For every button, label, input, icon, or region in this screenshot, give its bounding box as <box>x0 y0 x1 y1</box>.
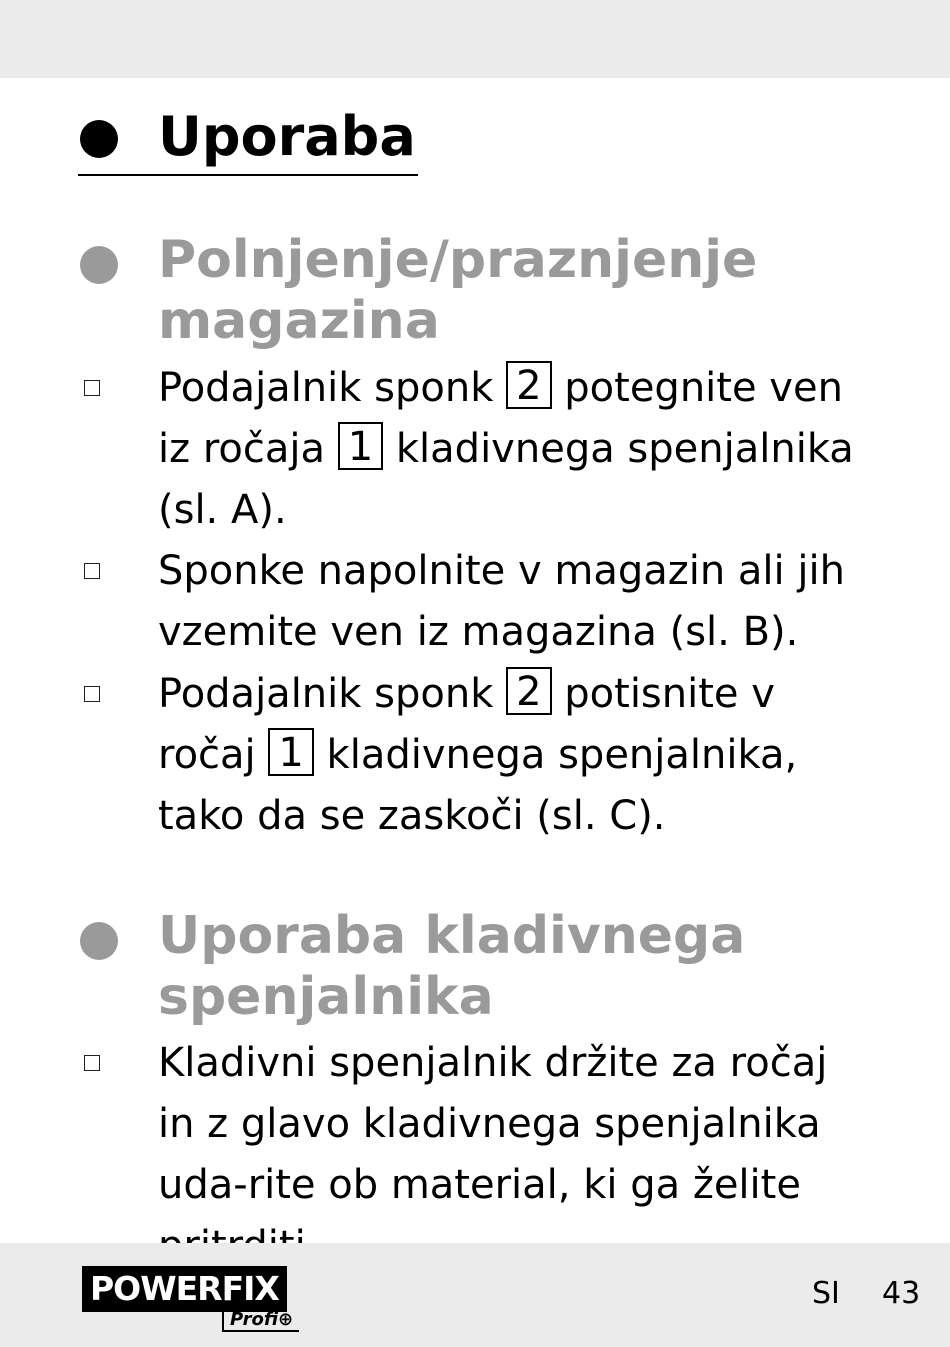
text-part: kladivnega spenjalnika, tako da se zaskoči (sl. C). <box>158 732 798 839</box>
text-part: potisnite v ročaj <box>158 671 775 778</box>
text-part: Podajalnik sponk <box>158 671 494 717</box>
logo-subbrand: Profi⊕ <box>222 1310 299 1332</box>
list-item-text <box>158 358 858 541</box>
checkbox-square-icon <box>84 563 100 579</box>
text-part: kladivnega spenjalnika (sl. A). <box>158 426 854 533</box>
header-band <box>0 0 950 78</box>
logo-wordmark: POWERFIX <box>82 1266 287 1312</box>
checkbox-square-icon <box>84 686 100 702</box>
part-ref-number: 1 <box>268 728 313 776</box>
list-item-text: Sponke napolnite v magazin ali jih vzemite ven iz magazina (sl. B). <box>158 548 845 655</box>
heading-underline <box>78 174 418 176</box>
part-ref-number: 2 <box>506 667 551 715</box>
checkbox-square-icon <box>84 1055 100 1071</box>
bullet-dot-icon <box>80 246 118 284</box>
part-ref-number: 2 <box>506 361 551 409</box>
bullet-dot-icon <box>80 120 118 158</box>
brand-logo <box>82 1266 294 1330</box>
section-title: Uporaba <box>158 105 416 168</box>
text-part: potegnite ven iz ročaja <box>158 365 843 472</box>
subsection-title: Uporaba kladivnega spenjalnika <box>158 906 746 1027</box>
page-number: 43 <box>882 1276 921 1311</box>
bullet-dot-icon <box>80 922 118 960</box>
checkbox-square-icon <box>84 380 100 396</box>
subsection-title: Polnjenje/praznjenje magazina <box>158 230 758 351</box>
part-ref-number: 1 <box>338 422 383 470</box>
text-part: Podajalnik sponk <box>158 365 494 411</box>
language-code: SI <box>812 1276 840 1311</box>
list-item-text: Kladivni spenjalnik držite za ročaj in z glavo kladivnega spenjalnika uda-rite ob material, ki ga želite <box>158 1040 828 1208</box>
list-item-text <box>158 664 858 847</box>
